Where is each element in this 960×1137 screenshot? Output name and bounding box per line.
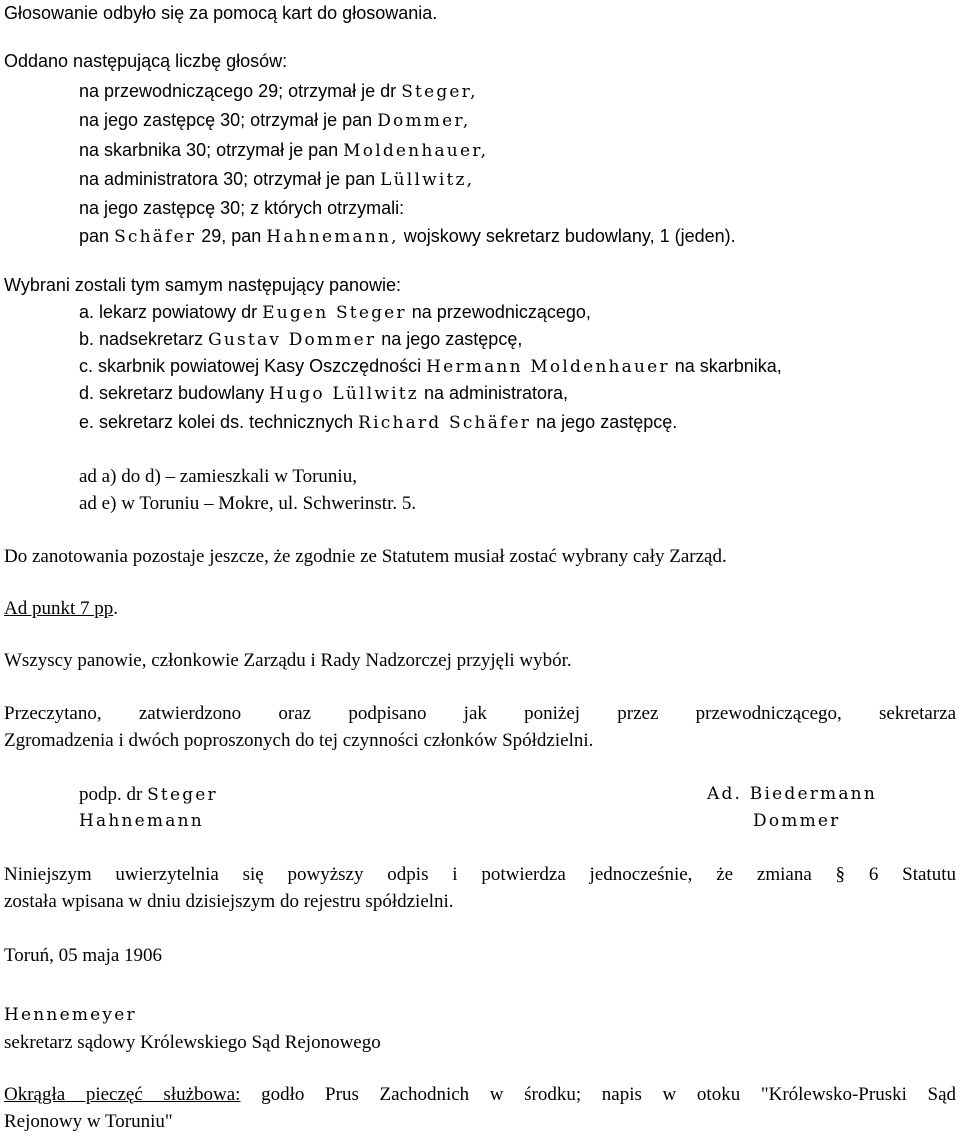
person-name: Schäfer (114, 227, 197, 247)
closing-line-2: Zgromadzenia i dwóch poproszonych do tej czynności członków Spółdzielni. (4, 730, 594, 751)
elected-text: d. sekretarz budowlany (79, 383, 265, 403)
votes-text: na administratora 30; otrzymał je pan (79, 169, 376, 189)
votes-text: 29, pan (201, 226, 262, 246)
seal-line-1 (4, 1081, 956, 1108)
closing-line-1: Przeczytano, zatwierdzono oraz podpisano jak poniżej przez przewodniczącego, sekretarza (4, 703, 956, 724)
signature-biedermann: Ad. Biedermann (707, 784, 877, 804)
elected-item-a (79, 299, 591, 327)
point7-heading (4, 595, 118, 622)
signature-prefix: podp. dr (79, 784, 143, 805)
point7-heading-underlined: Ad punkt 7 pp (4, 598, 114, 619)
person-name: Gustav Dommer (208, 330, 377, 350)
elected-text: c. skarbnik powiatowej Kasy Oszczędności (79, 356, 422, 376)
votes-line-4 (79, 166, 474, 194)
votes-text: na jego zastępcę 30; otrzymał je pan (79, 110, 373, 130)
seal-description: godło Prus Zachodnich w środku; napis w otoku "Królewsko-Pruski Sąd (261, 1084, 957, 1105)
signature-steger (79, 781, 218, 809)
votes-heading: Oddano następującą liczbę głosów: (4, 51, 288, 71)
elected-text: b. nadsekretarz (79, 329, 204, 349)
person-name: Hugo Lüllwitz (269, 384, 419, 404)
votes-text: na przewodniczącego 29; otrzymał je dr (79, 81, 397, 101)
note-text: Do zanotowania pozostaje jeszcze, że zgodnie ze Statutem musiał zostać wybrany cały Zarząd. (4, 546, 727, 567)
elected-heading: Wybrani zostali tym samym następujący panowie: (4, 275, 401, 295)
seal-label: Okrągła pieczęć służbowa: (4, 1084, 241, 1105)
clerk-title: sekretarz sądowy Królewskiego Sąd Rejonowego (4, 1032, 381, 1053)
clerk-name: Hennemeyer (4, 1005, 137, 1025)
votes-line-6 (79, 223, 736, 251)
certification-line-1: Niniejszym uwierzytelnia się powyższy odpis i potwierdza jednocześnie, że zmiana § 6 Statutu (4, 864, 956, 885)
point7-text: Wszyscy panowie, członkowie Zarządu i Rady Nadzorczej przyjęli wybór. (4, 650, 572, 671)
seal-line-2: Rejonowy w Toruniu" (4, 1111, 173, 1132)
elected-text: na przewodniczącego, (411, 302, 591, 322)
elected-text: a. lekarz powiatowy dr (79, 302, 258, 322)
votes-line-1 (79, 78, 478, 106)
votes-line-5: na jego zastępcę 30; z których otrzymali: (79, 198, 405, 218)
elected-text: e. sekretarz kolei ds. technicznych (79, 412, 354, 432)
elected-text: na jego zastępcę, (381, 329, 523, 349)
votes-text: pan (79, 226, 110, 246)
intro-text: Głosowanie odbyło się za pomocą kart do głosowania. (4, 3, 438, 23)
elected-text: na skarbnika, (674, 356, 782, 376)
person-name: Lüllwitz, (380, 170, 475, 190)
elected-text: na jego zastępcę. (536, 412, 678, 432)
residence-line-1: ad a) do d) – zamieszkali w Toruniu, (79, 466, 357, 487)
certification-line-2: została wpisana w dniu dzisiejszym do rejestru spółdzielni. (4, 891, 454, 912)
person-name: Hahnemann, (266, 227, 399, 247)
person-name: Dommer, (377, 111, 471, 131)
votes-text: wojskowy sekretarz budowlany, 1 (jeden). (403, 226, 736, 246)
person-name: Eugen Steger (262, 303, 407, 323)
signature-dommer: Dommer (753, 811, 841, 831)
person-name: Steger, (401, 82, 478, 102)
person-name: Moldenhauer, (343, 141, 489, 161)
votes-text: na skarbnika 30; otrzymał je pan (79, 140, 339, 160)
residence-line-2: ad e) w Toruniu – Mokre, ul. Schwerinstr. 5. (79, 493, 417, 514)
elected-item-d (79, 380, 568, 408)
elected-item-e (79, 409, 677, 437)
elected-item-b (79, 326, 522, 354)
person-name: Steger (147, 785, 218, 805)
votes-line-2 (79, 107, 470, 135)
person-name: Hermann Moldenhauer (426, 357, 670, 377)
elected-item-c (79, 353, 782, 381)
person-name: Richard Schäfer (358, 413, 532, 433)
elected-text: na administratora, (423, 383, 569, 403)
point7-heading-period: . (113, 598, 118, 619)
signature-hahnemann: Hahnemann (79, 811, 204, 831)
votes-line-3 (79, 137, 488, 165)
place-date: Toruń, 05 maja 1906 (4, 945, 163, 966)
